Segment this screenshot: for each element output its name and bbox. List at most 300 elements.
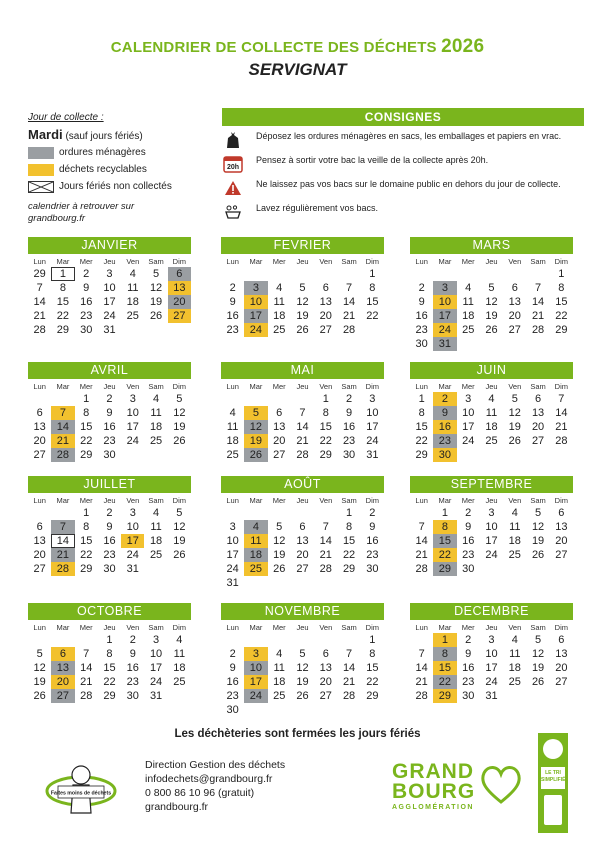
- day-cell: 12: [149, 282, 163, 294]
- day-cell: 7: [418, 521, 425, 533]
- month-title: JANVIER: [28, 237, 191, 254]
- day-cell-recyclables: 17: [121, 534, 144, 548]
- day-cell: 17: [366, 421, 379, 433]
- day-cell: 31: [226, 577, 239, 589]
- day-cell-ordures: 14: [51, 420, 74, 434]
- day-cell-recyclables: 27: [168, 309, 191, 323]
- day-cell-empty: [268, 392, 291, 406]
- weekday-label: Jeu: [296, 496, 309, 505]
- weekday-header: [410, 623, 573, 632]
- consigne-text: Lavez régulièrement vos bacs.: [256, 203, 379, 213]
- day-cell: 1: [346, 507, 353, 519]
- weekday-label: Sam: [530, 382, 546, 391]
- day-cell: 4: [276, 282, 283, 294]
- weekday-label: Ven: [508, 257, 522, 266]
- day-cell: 28: [296, 449, 309, 461]
- legend-label: déchets recyclables: [59, 164, 147, 175]
- day-cell: 24: [126, 435, 139, 447]
- day-cell: 27: [319, 324, 332, 336]
- day-cell: 2: [346, 393, 353, 405]
- weekday-label: Sam: [341, 496, 357, 505]
- weekday-label: Lun: [226, 496, 239, 505]
- day-cell: 10: [462, 407, 475, 419]
- day-cell: 28: [531, 324, 545, 336]
- day-cell-empty: [433, 267, 456, 281]
- day-cell: 25: [508, 549, 521, 561]
- brand-line3: AGGLOMÉRATION: [392, 804, 474, 811]
- weekday-label: Mar: [438, 623, 452, 632]
- day-cell-recyclables: 20: [51, 675, 74, 689]
- day-cell-ordures: 18: [244, 548, 267, 562]
- day-cell: 9: [129, 648, 136, 660]
- day-cell: 4: [129, 268, 136, 280]
- day-cell: 7: [346, 648, 353, 660]
- day-cell: 22: [555, 310, 568, 322]
- day-cell-ordures: 22: [433, 675, 456, 689]
- day-cell: 29: [80, 563, 93, 575]
- day-cell: 22: [103, 676, 116, 688]
- day-cell: 10: [126, 407, 139, 419]
- weekday-header: [28, 496, 191, 505]
- day-cell-ordures: 13: [51, 661, 74, 675]
- days-grid: [221, 267, 384, 337]
- day-cell: 15: [56, 296, 70, 308]
- weekday-label: Mar: [56, 623, 70, 632]
- day-cell-ordures: 4: [244, 520, 267, 534]
- day-cell: 9: [106, 407, 113, 419]
- day-cell: 20: [33, 549, 46, 561]
- day-cell: 3: [229, 521, 236, 533]
- weekday-label: Mer: [79, 496, 93, 505]
- day-cell: 24: [149, 676, 163, 688]
- contact-website[interactable]: grandbourg.fr: [145, 801, 209, 813]
- day-cell: 23: [342, 435, 356, 447]
- day-cell: 30: [462, 563, 475, 575]
- weekday-label: Mar: [56, 257, 70, 266]
- day-cell: 19: [173, 535, 186, 547]
- brand-line2: BOURG: [392, 780, 476, 803]
- weekday-label: Mer: [79, 623, 93, 632]
- days-grid: [410, 633, 573, 703]
- day-cell: 13: [33, 421, 46, 433]
- bin-icon: [544, 795, 562, 825]
- month-title: FEVRIER: [221, 237, 384, 254]
- day-cell: 6: [36, 407, 43, 419]
- day-cell: 15: [319, 421, 332, 433]
- days-grid: [221, 633, 384, 717]
- day-cell: 6: [511, 282, 518, 294]
- weekday-header: [28, 382, 191, 391]
- calendar-icon-text: 20h: [226, 164, 240, 171]
- days-grid: [410, 392, 573, 462]
- day-cell: 9: [83, 282, 90, 294]
- day-cell: 27: [33, 449, 46, 461]
- day-cell: 15: [366, 662, 379, 674]
- day-cell: 14: [415, 662, 428, 674]
- jour-label: Jour de collecte :: [28, 112, 104, 123]
- day-cell: 25: [462, 324, 475, 336]
- day-cell: 20: [555, 535, 568, 547]
- weekday-label: Dim: [365, 623, 380, 632]
- day-cell: 25: [149, 549, 163, 561]
- day-cell-ordures: 23: [433, 434, 456, 448]
- day-cell-recyclables: 24: [433, 323, 456, 337]
- day-cell: 26: [149, 310, 163, 322]
- day-cell-recyclables: 6: [51, 647, 74, 661]
- legend-label: ordures ménagères: [59, 147, 146, 158]
- day-cell: 25: [273, 690, 286, 702]
- day-cell: 18: [149, 421, 163, 433]
- day-cell: 15: [555, 296, 568, 308]
- day-cell: 20: [531, 421, 545, 433]
- day-cell: 26: [531, 549, 545, 561]
- day-cell: 1: [369, 634, 376, 646]
- day-cell: 9: [369, 521, 376, 533]
- day-cell: 18: [149, 535, 163, 547]
- day-cell: 26: [33, 690, 46, 702]
- month-title: AVRIL: [28, 362, 191, 379]
- day-cell: 7: [83, 648, 90, 660]
- day-cell-ordures: 7: [51, 520, 74, 534]
- weekday-label: Ven: [126, 382, 140, 391]
- day-cell: 9: [346, 407, 353, 419]
- day-cell-ordures: 24: [244, 689, 267, 703]
- day-cell: 28: [415, 563, 428, 575]
- day-cell: 14: [319, 535, 332, 547]
- weekday-label: Ven: [126, 623, 140, 632]
- day-cell: 4: [488, 393, 495, 405]
- note-link[interactable]: grandbourg.fr: [28, 213, 86, 224]
- day-cell-empty: [268, 506, 291, 520]
- weekday-label: Jeu: [296, 623, 309, 632]
- day-cell: 13: [508, 296, 521, 308]
- weekday-label: Sam: [341, 382, 357, 391]
- day-cell: 8: [369, 282, 376, 294]
- day-cell: 16: [226, 310, 239, 322]
- day-cell: 20: [319, 676, 332, 688]
- day-cell: 5: [176, 393, 183, 405]
- day-cell: 31: [485, 690, 498, 702]
- weekday-label: Mar: [249, 623, 263, 632]
- day-cell: 14: [296, 421, 309, 433]
- day-cell: 3: [488, 634, 495, 646]
- day-cell: 20: [555, 662, 568, 674]
- day-cell: 11: [485, 407, 498, 419]
- day-cell: 24: [462, 435, 475, 447]
- day-cell: 12: [531, 648, 545, 660]
- day-cell: 10: [485, 521, 498, 533]
- day-cell: 21: [319, 549, 332, 561]
- day-cell-empty: [314, 267, 337, 281]
- legend: [28, 112, 228, 225]
- weekday-header: [28, 623, 191, 632]
- day-cell: 6: [535, 393, 542, 405]
- day-cell: 13: [33, 535, 46, 547]
- day-cell: 22: [342, 549, 356, 561]
- day-cell: 24: [366, 435, 379, 447]
- day-cell: 18: [273, 310, 286, 322]
- day-cell: 21: [531, 310, 545, 322]
- grey-swatch: [28, 147, 54, 159]
- day-cell: 11: [173, 648, 186, 660]
- day-cell: 24: [226, 563, 239, 575]
- day-cell: 27: [33, 563, 46, 575]
- day-cell: 19: [149, 296, 163, 308]
- day-cell: 20: [508, 310, 521, 322]
- day-cell: 3: [129, 393, 136, 405]
- day-cell: 6: [322, 648, 329, 660]
- day-cell: 12: [173, 521, 186, 533]
- day-cell-empty: [410, 633, 433, 647]
- day-cell: 17: [226, 549, 239, 561]
- day-cell-ordures: 31: [433, 337, 456, 351]
- day-cell: 16: [226, 676, 239, 688]
- day-cell-empty: [244, 506, 267, 520]
- month-calendar: [410, 362, 573, 462]
- day-cell: 8: [83, 521, 90, 533]
- contact-block: [145, 758, 285, 814]
- day-cell: 8: [83, 407, 90, 419]
- day-cell-ordures: 27: [51, 689, 74, 703]
- day-cell: 13: [296, 535, 309, 547]
- day-cell: 15: [103, 662, 116, 674]
- month-calendar: [221, 476, 384, 590]
- day-cell-empty: [314, 506, 337, 520]
- day-cell: 27: [531, 435, 545, 447]
- day-cell: 12: [508, 407, 521, 419]
- month-calendar: [28, 476, 191, 576]
- day-cell: 21: [80, 676, 93, 688]
- day-cell: 24: [485, 676, 498, 688]
- day-cell: 14: [531, 296, 545, 308]
- day-cell: 9: [229, 296, 236, 308]
- day-cell: 21: [555, 421, 568, 433]
- day-cell: 18: [508, 535, 521, 547]
- day-cell: 15: [80, 535, 93, 547]
- weekday-header: [221, 382, 384, 391]
- day-cell: 20: [319, 310, 332, 322]
- day-cell: 5: [299, 648, 306, 660]
- consigne-item: [222, 179, 584, 197]
- day-cell: 11: [127, 282, 139, 294]
- weekday-header: [410, 496, 573, 505]
- day-cell: 16: [366, 535, 379, 547]
- day-cell-empty: [51, 392, 74, 406]
- day-cell: 23: [80, 310, 93, 322]
- day-cell-recyclables: 25: [244, 562, 267, 576]
- day-cell: 13: [555, 521, 568, 533]
- day-cell-ordures: 8: [433, 647, 456, 661]
- weekday-label: Mar: [249, 382, 263, 391]
- day-cell: 1: [418, 393, 425, 405]
- day-cell: 30: [462, 690, 475, 702]
- day-cell: 15: [415, 421, 428, 433]
- day-cell: 17: [485, 535, 498, 547]
- day-cell-empty: [337, 633, 360, 647]
- weekday-label: Jeu: [103, 257, 116, 266]
- weekday-label: Ven: [319, 257, 333, 266]
- day-cell: 14: [555, 407, 568, 419]
- day-cell: 14: [415, 535, 428, 547]
- weekday-label: Ven: [508, 496, 522, 505]
- day-cell-recyclables: 3: [244, 647, 267, 661]
- day-cell: 12: [33, 662, 46, 674]
- day-cell: 31: [366, 449, 379, 461]
- day-cell: 23: [103, 549, 116, 561]
- contact-email[interactable]: infodechets@grandbourg.fr: [145, 773, 273, 785]
- weekday-label: Lun: [415, 623, 428, 632]
- day-cell: 10: [366, 407, 379, 419]
- month-calendar: [410, 476, 573, 576]
- day-cell-empty: [410, 506, 433, 520]
- day-cell: 25: [173, 676, 186, 688]
- day-cell: 17: [103, 296, 116, 308]
- day-cell: 18: [273, 676, 286, 688]
- day-cell-empty: [291, 267, 314, 281]
- day-cell: 30: [103, 563, 116, 575]
- contact-phone[interactable]: 0 800 86 10 96 (gratuit): [145, 787, 255, 799]
- day-cell: 29: [103, 690, 116, 702]
- day-cell-ordures: 15: [433, 534, 456, 548]
- day-cell-recyclables: 21: [51, 434, 74, 448]
- day-cell: 27: [508, 324, 521, 336]
- jour-value: [28, 127, 228, 142]
- weekday-label: Lun: [33, 257, 46, 266]
- weekday-label: Ven: [319, 623, 333, 632]
- day-cell: 21: [415, 549, 428, 561]
- weekday-label: Ven: [126, 496, 140, 505]
- month-title: MAI: [221, 362, 384, 379]
- day-cell: 10: [149, 648, 163, 660]
- days-grid: [28, 267, 191, 337]
- day-cell: 26: [485, 324, 498, 336]
- trash-bag-icon: [222, 131, 244, 149]
- day-cell: 15: [342, 535, 356, 547]
- day-cell: 8: [59, 282, 66, 294]
- day-cell-empty: [221, 506, 244, 520]
- day-cell-ordures: 26: [244, 448, 267, 462]
- day-cell: 27: [319, 690, 332, 702]
- weekday-label: Mar: [438, 496, 452, 505]
- day-cell-empty: [51, 633, 74, 647]
- day-cell-recyclables: 15: [433, 661, 456, 675]
- day-cell: 3: [129, 507, 136, 519]
- month-calendar: [221, 603, 384, 717]
- weekday-label: Dim: [172, 496, 187, 505]
- day-cell: 19: [296, 310, 309, 322]
- day-cell: 1: [558, 268, 565, 280]
- day-cell-empty: [28, 506, 51, 520]
- day-cell: 6: [36, 521, 43, 533]
- weekday-label: Mer: [79, 257, 93, 266]
- day-cell: 31: [126, 563, 139, 575]
- day-cell: 2: [229, 648, 236, 660]
- day-cell-ordures: 21: [51, 548, 74, 562]
- month-calendar: [221, 362, 384, 462]
- weekday-label: Mer: [272, 623, 286, 632]
- day-cell: 29: [56, 324, 70, 336]
- day-cell: 22: [366, 310, 379, 322]
- day-cell: 16: [126, 662, 139, 674]
- day-cell: 15: [80, 421, 93, 433]
- weekday-label: Dim: [172, 257, 187, 266]
- day-cell: 1: [83, 507, 90, 519]
- weekday-label: Dim: [554, 496, 569, 505]
- day-cell: 23: [462, 676, 475, 688]
- badge-text: Faites moins de déchets: [50, 790, 112, 797]
- brand-line1: GRAND: [392, 760, 474, 783]
- day-cell: 30: [80, 324, 93, 336]
- days-grid: [410, 506, 573, 576]
- day-cell: 11: [462, 296, 474, 308]
- day-cell: 16: [342, 421, 356, 433]
- day-cell: 4: [511, 634, 518, 646]
- day-cell: 18: [126, 296, 139, 308]
- day-cell: 16: [103, 535, 116, 547]
- day-cell: 16: [80, 296, 93, 308]
- day-cell: 24: [126, 549, 139, 561]
- day-cell-recyclables: 11: [244, 534, 267, 548]
- month-title: OCTOBRE: [28, 603, 191, 620]
- day-cell: 2: [83, 268, 90, 280]
- weekday-header: [410, 257, 573, 266]
- day-cell: 8: [106, 648, 113, 660]
- days-grid: [221, 506, 384, 590]
- weekday-label: Sam: [530, 623, 546, 632]
- day-cell-empty: [337, 267, 360, 281]
- day-cell-recyclables: 28: [51, 562, 74, 576]
- day-cell: 23: [103, 435, 116, 447]
- day-cell: 6: [322, 282, 329, 294]
- legend-label: Jours fériés non collectés: [59, 181, 172, 192]
- day-cell: 27: [555, 676, 568, 688]
- day-cell: 17: [149, 662, 163, 674]
- day-cell: 7: [299, 407, 306, 419]
- day-cell: 8: [346, 521, 353, 533]
- day-cell: 16: [462, 535, 475, 547]
- day-cell-empty: [291, 392, 314, 406]
- day-cell: 19: [485, 310, 498, 322]
- weekday-label: Mer: [79, 382, 93, 391]
- month-title: JUIN: [410, 362, 573, 379]
- day-cell: 8: [558, 282, 565, 294]
- day-cell-ordures: 10: [244, 661, 267, 675]
- day-cell-empty: [291, 506, 314, 520]
- note-line: calendrier à retrouver sur: [28, 201, 135, 212]
- day-cell: 6: [558, 634, 565, 646]
- day-cell-previous: 29: [33, 268, 46, 280]
- day-cell-recyclables: 10: [244, 295, 267, 309]
- day-cell: 19: [273, 549, 286, 561]
- month-calendar: [221, 237, 384, 337]
- day-cell: 6: [558, 507, 565, 519]
- day-cell-ordures: 3: [433, 281, 456, 295]
- days-grid: [221, 392, 384, 462]
- day-cell: 4: [153, 393, 160, 405]
- day-cell: 29: [80, 449, 93, 461]
- day-cell: 22: [80, 549, 93, 561]
- day-cell: 19: [33, 676, 46, 688]
- day-cell-empty: [410, 267, 433, 281]
- warning-icon: [222, 179, 244, 197]
- day-cell-recyclables: 24: [244, 323, 267, 337]
- day-cell: 5: [276, 521, 283, 533]
- weekday-header: [221, 257, 384, 266]
- day-cell: 8: [322, 407, 329, 419]
- day-cell-recyclables: 1: [433, 633, 456, 647]
- day-cell-ordures: 12: [244, 420, 267, 434]
- days-grid: [410, 267, 573, 351]
